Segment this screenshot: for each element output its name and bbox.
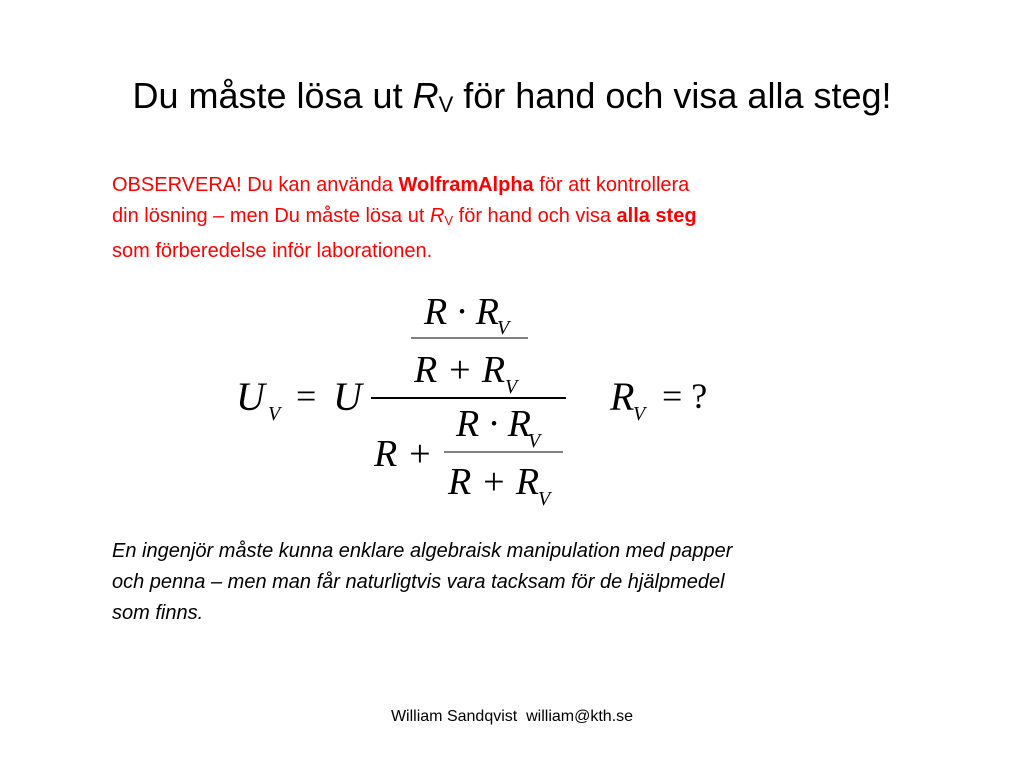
formula-numerator-product-subscript: V [497, 317, 510, 339]
note-line-2-middle: för hand och visa [453, 205, 617, 227]
closing-line-2: och penna – men man får naturligtvis vara tacksam för de hjälpmedel [112, 571, 725, 593]
formula-u: U [333, 374, 362, 419]
formula-rhs-equals-question: = ? [662, 376, 708, 416]
title-text-after: för hand och visa alla steg! [453, 75, 892, 116]
formula-lhs-u: U [236, 374, 265, 419]
formula-rhs-subscript: V [633, 403, 646, 425]
closing-paragraph [112, 536, 932, 629]
formula-rhs-r: R [610, 374, 635, 419]
formula-numerator-product: R · R [424, 291, 499, 333]
note-variable-subscript: V [444, 213, 454, 228]
formula-denominator-r-plus: R + [374, 433, 433, 475]
note-wolframalpha: WolframAlpha [398, 174, 534, 196]
formula-numerator-sum-subscript: V [505, 376, 518, 398]
formula-denominator-product: R · R [456, 403, 531, 445]
note-line-1-end: för att kontrollera [533, 174, 690, 196]
formula-denominator-sum: R + R [448, 461, 540, 503]
note-variable: R [429, 205, 445, 227]
closing-line-3: som finns. [112, 602, 204, 624]
note-line-1-start: OBSERVERA! Du kan använda [112, 174, 399, 196]
note-line-2-start: din lösning – men Du måste lösa ut [112, 205, 430, 227]
note-line-3: som förberedelse inför laborationen. [112, 240, 433, 262]
formula-equals: = [296, 376, 317, 416]
formula-denominator-product-subscript: V [528, 430, 541, 452]
note-alla-steg: alla steg [616, 205, 697, 227]
closing-line-1: En ingenjör måste kunna enklare algebraisk manipulation med papper [112, 540, 733, 562]
title-variable-subscript: V [438, 92, 454, 117]
title-variable: R [412, 75, 439, 116]
title-text-before: Du måste lösa ut [132, 75, 413, 116]
formula-lhs-subscript: V [268, 403, 281, 425]
formula-denominator-sum-subscript: V [538, 488, 551, 510]
formula-numerator-sum: R + R [414, 349, 506, 391]
footer-author: William Sandqvist william@kth.se [390, 708, 634, 725]
